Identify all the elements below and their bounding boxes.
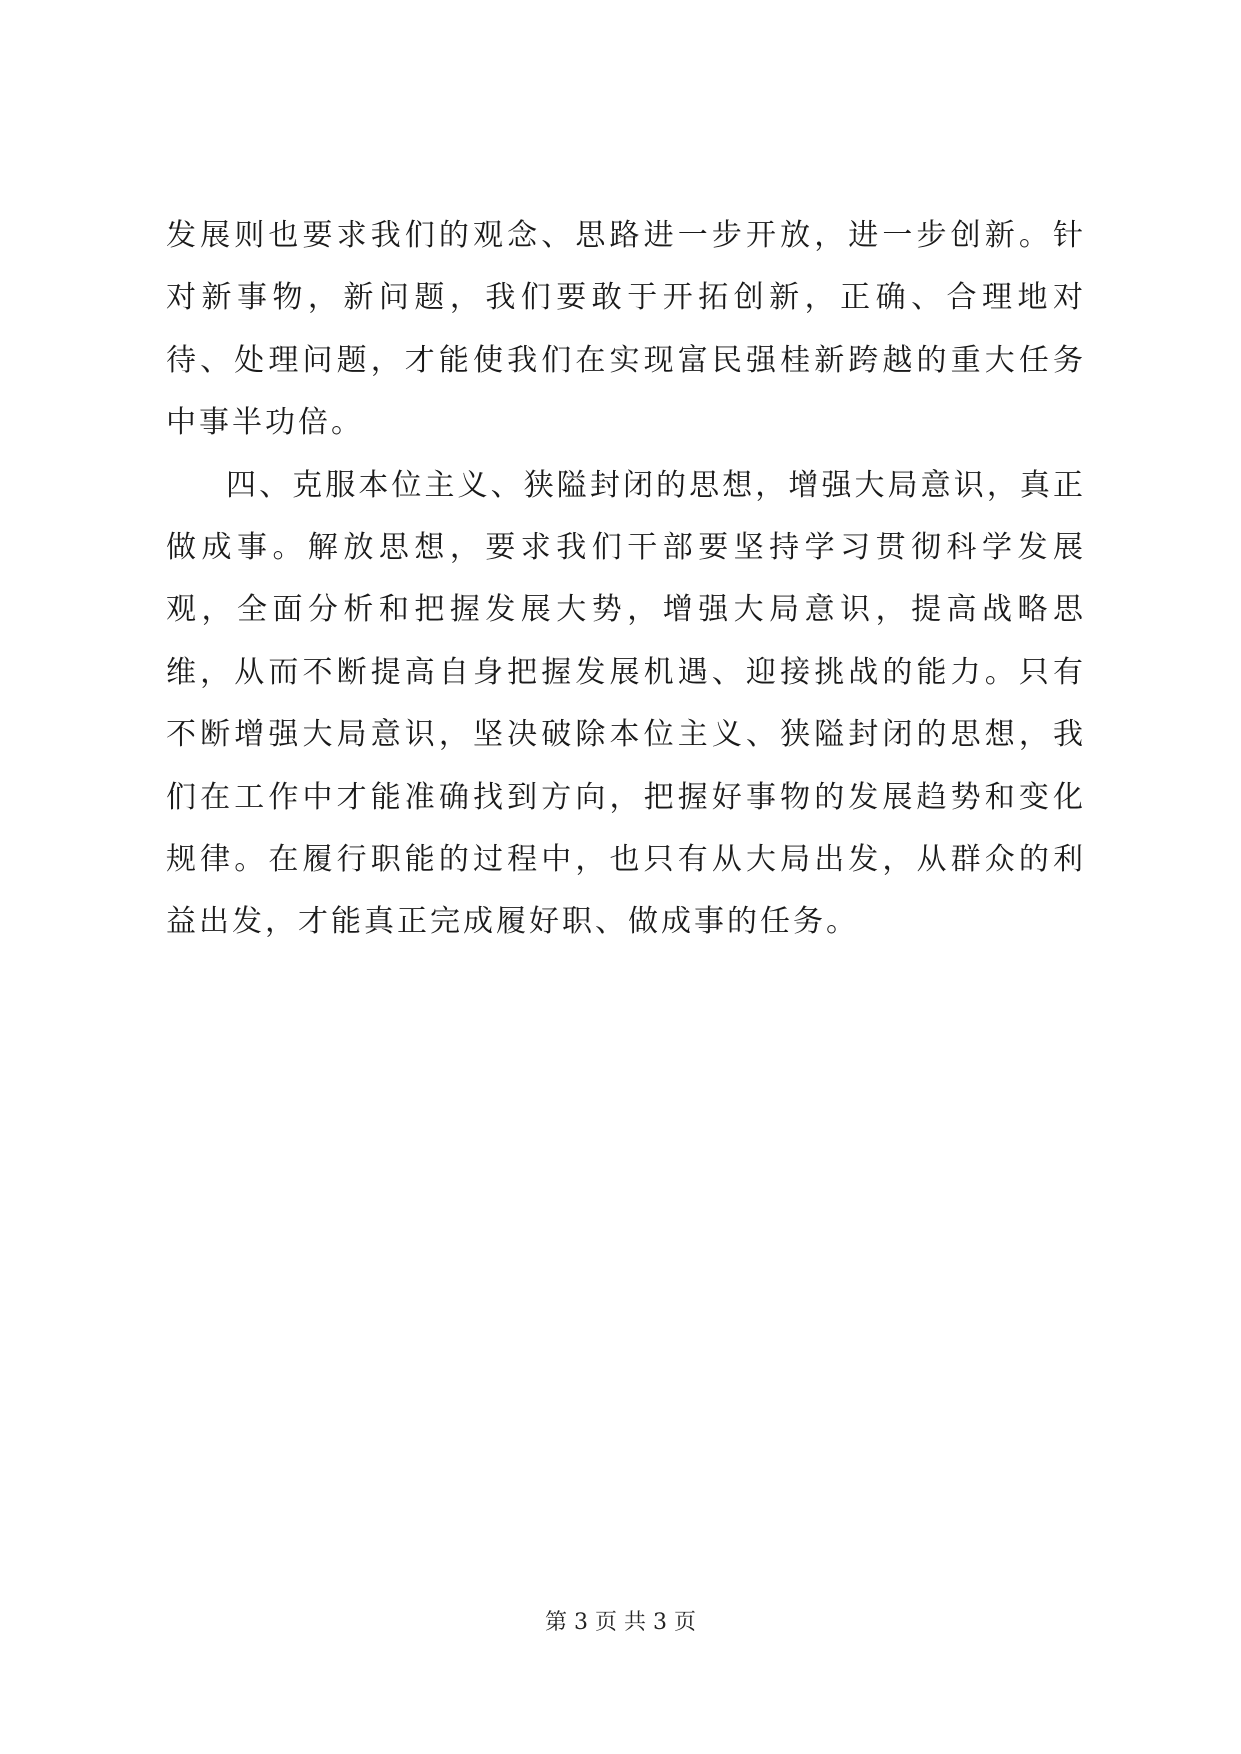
page-number-footer: 第 3 页 共 3 页	[545, 1610, 696, 1635]
paragraph-section-four: 四、克服本位主义、狭隘封闭的思想，增强大局意识，真正做成事。解放思想，要求我们干部要坚持学习贯彻科学发展观，全面分析和把握发展大势，增强大局意识，提高战略思维，从而不断提高自身把握发展机遇、迎接挑战的能力。只有不断增强大局意识，坚决破除本位主义、狭隘封闭的思想，我们在工作中才能准确找到方向，把握好事物的发展趋势和变化规律。在履行职能的过程中，也只有从大局出发，从群众的利益出发，才能真正完成履好职、做成事的任务。	[166, 467, 1086, 940]
document-body	[166, 205, 1086, 954]
paragraph-continuation: 发展则也要求我们的观念、思路进一步开放，进一步创新。针对新事物，新问题，我们要敢于开拓创新，正确、合理地对待、处理问题，才能使我们在实现富民强桂新跨越的重大任务中事半功倍。	[166, 218, 1086, 441]
